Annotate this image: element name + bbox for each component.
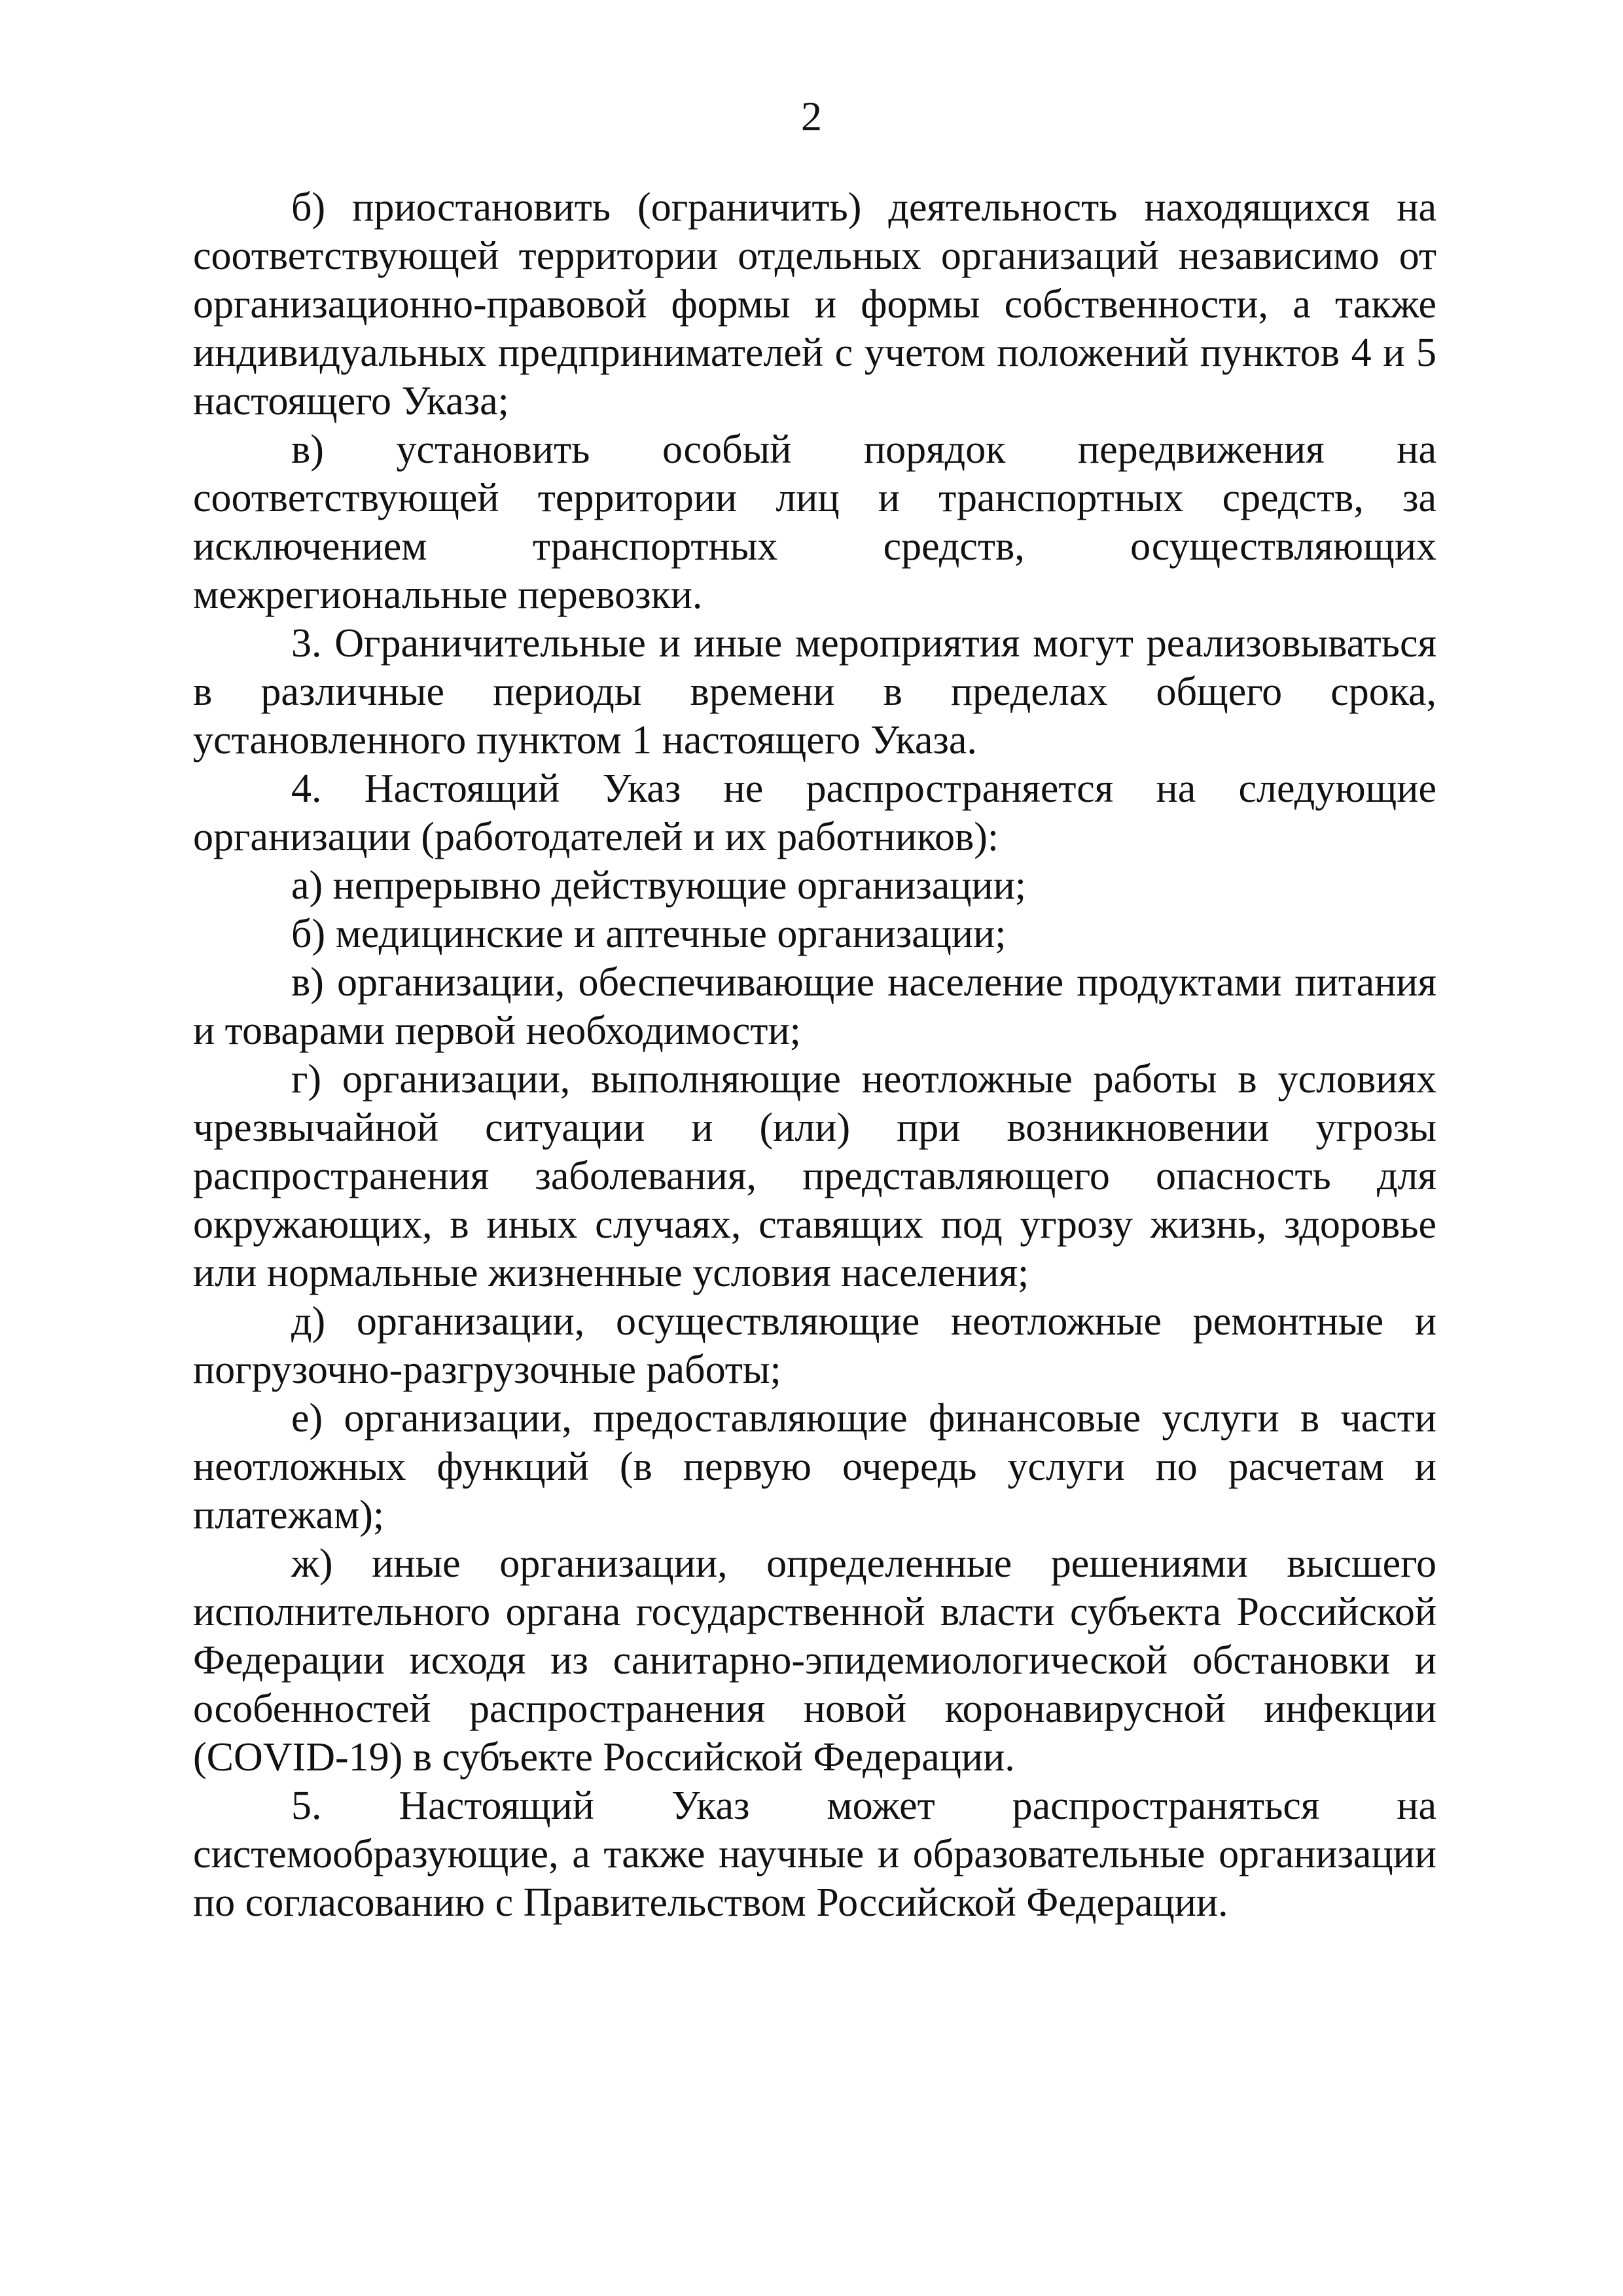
list-item-e: е) организации, предоставляющие финансовые услуги в части неотложных функций (в первую очередь услуги по расчетам и платежам); xyxy=(193,1396,1436,1537)
list-item-b: б) медицинские и аптечные организации; xyxy=(291,912,1007,956)
list-item-g: г) организации, выполняющие неотложные работы в условиях чрезвычайной ситуации и (или) при возникновении угрозы распространения заболевания, представляющего опасность для окружающих, в иных случаях, ставящих под угрозу жизнь, здоровье или нормальные жизненные условия населения; xyxy=(193,1057,1436,1295)
list-item-a: а) непрерывно действующие организации; xyxy=(291,863,1027,908)
paragraph-4-exemptions: 4. Настоящий Указ не распространяется на следующие организации (работодателей и их работников): xyxy=(193,766,1436,859)
paragraph-b-suspend: б) приостановить (ограничить) деятельность находящихся на соответствующей территории отдельных организаций независимо от организационно-правовой формы и формы собственности, а также индивидуальных предпринимателей с учетом положений пунктов 4 и 5 настоящего Указа; xyxy=(193,185,1436,423)
list-item-zh: ж) иные организации, определенные решениями высшего исполнительного органа государственной власти субъекта Российской Федерации исходя из санитарно-эпидемиологической обстановки и особенностей распространения новой коронавирусной инфекции (COVID-19) в субъекте Российской Федерации. xyxy=(193,1541,1436,1780)
page-number: 2 xyxy=(801,93,822,139)
list-item-d: д) организации, осуществляющие неотложные ремонтные и погрузочно-разгрузочные работы; xyxy=(193,1299,1436,1392)
paragraph-v-movement: в) установить особый порядок передвижения на соответствующей территории лиц и транспортных средств, за исключением транспортных средств, осуществляющих межрегиональные перевозки. xyxy=(193,427,1436,617)
document-body xyxy=(193,183,1436,1927)
paragraph-3-measures: 3. Ограничительные и иные мероприятия могут реализовываться в различные периоды времени в пределах общего срока, установленного пунктом 1 настоящего Указа. xyxy=(193,621,1436,762)
list-item-v: в) организации, обеспечивающие население продуктами питания и товарами первой необходимости; xyxy=(193,960,1436,1053)
paragraph-5-extension: 5. Настоящий Указ может распространяться на системообразующие, а также научные и образовательные организации по согласованию с Правительством Российской Федерации. xyxy=(193,1784,1436,1925)
